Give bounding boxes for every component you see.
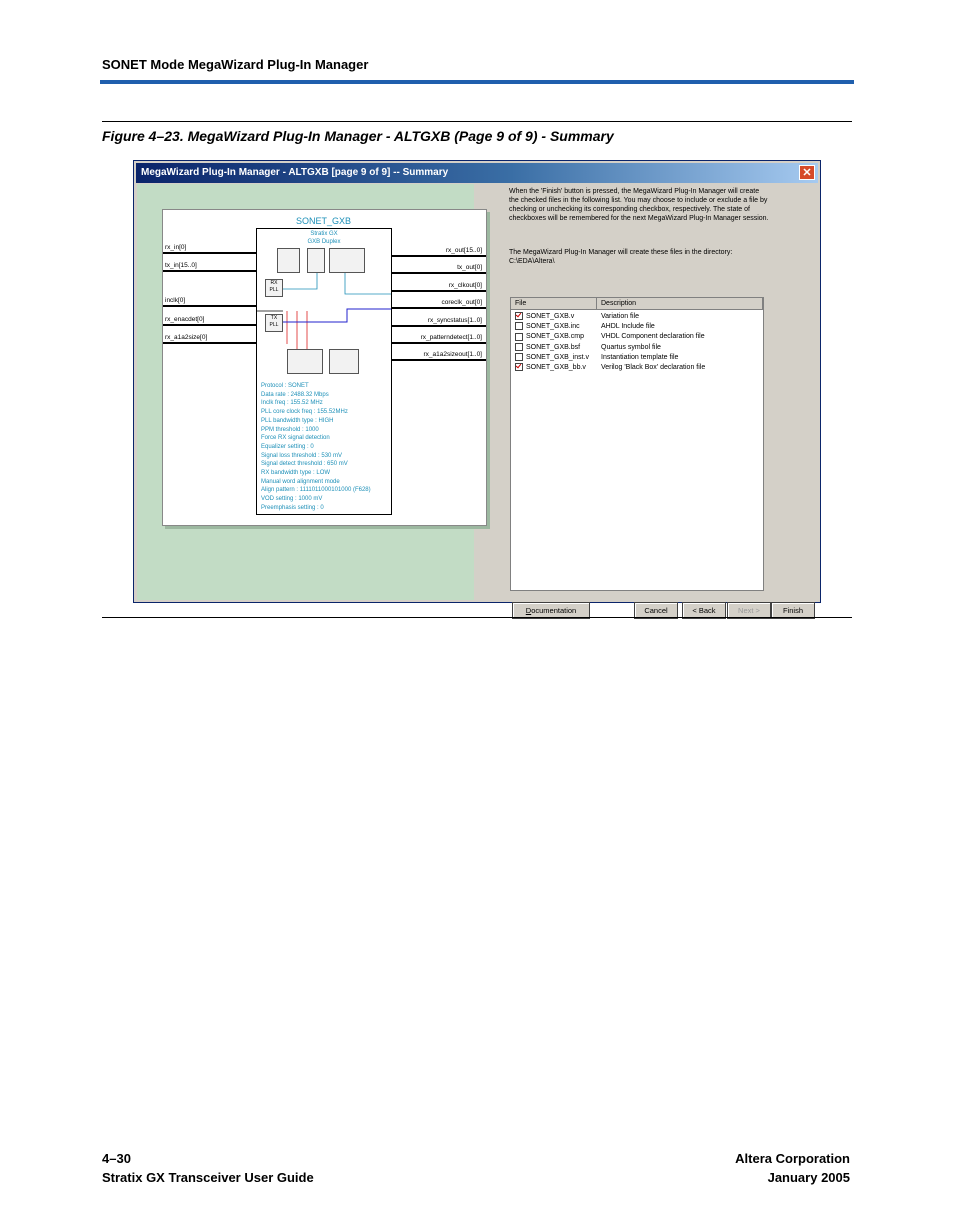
footer-guide-title: Stratix GX Transceiver User Guide (102, 1170, 314, 1185)
cancel-button[interactable]: Cancel (634, 602, 678, 619)
output-pin-line (391, 272, 486, 274)
parameter-line: Align pattern : 1111011000101000 (F628) (261, 487, 371, 494)
file-name: SONET_GXB_inst.v (526, 353, 590, 361)
output-pin-line (391, 290, 486, 292)
output-pin-label: rx_out[15..0] (445, 247, 482, 254)
file-name: SONET_GXB_bb.v (526, 364, 586, 371)
parameter-line: PPM threshold : 1000 (261, 426, 319, 433)
window-title: MegaWizard Plug-In Manager - ALTGXB [page 9 of 9] -- Summary (141, 167, 449, 178)
file-checkbox[interactable] (515, 333, 523, 341)
symbol-diagram (162, 209, 487, 526)
output-pin-label: rx_a1a2sizeout[1..0] (423, 351, 482, 358)
file-description: Verilog 'Black Box' declaration file (601, 364, 706, 371)
column-header-file[interactable]: File (511, 298, 597, 310)
output-pin-line (391, 307, 486, 309)
file-name: SONET_GXB.inc (526, 323, 580, 331)
output-pin-line (391, 342, 486, 344)
module-name: SONET_GXB (296, 216, 352, 226)
core-mode: GXB Duplex (307, 239, 341, 245)
output-pin-label: rx_syncstatus[1..0] (427, 317, 482, 324)
documentation-button[interactable]: Documentation (512, 602, 590, 619)
rx-pll-block: RX PLL (265, 279, 283, 297)
parameter-line: Manual word alignment mode (261, 478, 340, 485)
next-button[interactable]: Next > (727, 602, 771, 619)
wizard-window (133, 160, 821, 615)
input-pin-label: rx_in[0] (165, 244, 187, 251)
file-checkbox[interactable] (515, 363, 523, 371)
file-description: Quartus symbol file (601, 343, 661, 351)
parameter-line: VOD setting : 1000 mV (261, 496, 323, 503)
output-pin-line (391, 359, 486, 361)
file-row[interactable] (515, 312, 761, 322)
output-pin-label: rx_patterndetect[1..0] (420, 334, 482, 341)
file-description: Instantiation template file (601, 353, 679, 361)
file-list (510, 297, 764, 591)
summary-pane (474, 184, 818, 615)
file-description: AHDL Include file (601, 323, 655, 331)
file-row[interactable] (515, 343, 761, 353)
core-block (256, 228, 392, 515)
parameter-line: Equalizer setting : 0 (261, 443, 314, 450)
output-pin-label: rx_clkout[0] (448, 282, 482, 289)
footer-company: Altera Corporation (735, 1151, 850, 1166)
output-pin-line (391, 255, 486, 257)
file-row[interactable] (515, 353, 761, 363)
file-checkbox[interactable] (515, 353, 523, 361)
directory-label: The MegaWizard Plug-In Manager will create these files in the directory: (509, 249, 733, 256)
window-titlebar (136, 163, 818, 183)
column-header-description[interactable]: Description (597, 298, 763, 310)
input-pin-line (163, 324, 256, 326)
file-row[interactable] (515, 332, 761, 342)
file-checkbox[interactable] (515, 343, 523, 351)
file-name: SONET_GXB.bsf (526, 343, 581, 351)
header-rule (100, 80, 854, 84)
file-checkbox[interactable] (515, 312, 523, 320)
footer-page-number: 4–30 (102, 1151, 131, 1166)
parameter-line: PLL core clock freq : 155.52MHz (261, 409, 348, 416)
diagram-pane (137, 184, 482, 600)
input-pin-line (163, 270, 256, 272)
file-description: VHDL Component declaration file (601, 333, 705, 341)
parameter-line: Signal loss threshold : 530 mV (261, 452, 343, 459)
file-checkbox[interactable] (515, 322, 523, 330)
figure-top-rule (102, 121, 852, 122)
file-name: SONET_GXB.cmp (526, 333, 584, 341)
parameter-summary (261, 382, 371, 513)
parameter-line: Protocol : SONET (261, 383, 309, 389)
internal-wiring (257, 229, 391, 379)
parameter-line: Force RX signal detection (261, 435, 330, 442)
finish-button[interactable]: Finish (771, 602, 815, 619)
input-pin-label: inclk[0] (165, 297, 186, 304)
running-header: SONET Mode MegaWizard Plug-In Manager (102, 57, 369, 72)
input-pin-label: rx_a1a2size[0] (165, 334, 208, 341)
close-icon[interactable]: ✕ (799, 165, 815, 180)
parameter-line: PLL bandwidth type : HIGH (261, 417, 334, 424)
back-button[interactable]: < Back (682, 602, 726, 619)
parameter-line: Inclk freq : 155.52 MHz (261, 400, 323, 407)
parameter-line: Data rate : 2488.32 Mbps (261, 391, 329, 398)
file-row[interactable] (515, 322, 761, 332)
input-pin-line (163, 342, 256, 344)
file-name: SONET_GXB.v (526, 313, 575, 320)
input-pin-label: tx_in[15..0] (165, 262, 197, 269)
directory-path: C:\EDA\Altera\ (509, 258, 555, 265)
finish-instructions: When the 'Finish' button is pressed, the MegaWizard Plug-In Manager will create the checked files in the following list. You may choose to include or exclude a file by checking or unchecking its corresponding checkbox, respectively. The state of checkboxes will be remembered for the next MegaWizard Plug-In Manager session. (509, 188, 769, 222)
core-family: Stratix GX (310, 231, 338, 237)
input-pin-label: rx_enacdet[0] (165, 316, 205, 323)
figure-caption: Figure 4–23. MegaWizard Plug-In Manager - ALTGXB (Page 9 of 9) - Summary (102, 128, 614, 144)
tx-pll-block: TX PLL (265, 314, 283, 332)
parameter-line: Preemphasis setting : 0 (261, 504, 324, 511)
file-row[interactable] (515, 363, 761, 373)
output-pin-line (391, 325, 486, 327)
output-pin-label: tx_out[0] (457, 264, 482, 271)
parameter-line: RX bandwidth type : LOW (261, 470, 331, 477)
input-pin-line (163, 305, 256, 307)
figure-bottom-rule (102, 617, 852, 618)
output-pin-label: coreclk_out[0] (441, 299, 482, 306)
input-pin-line (163, 252, 256, 254)
file-description: Variation file (601, 313, 640, 320)
parameter-line: Signal detect threshold : 650 mV (261, 461, 348, 468)
footer-date: January 2005 (767, 1170, 850, 1185)
